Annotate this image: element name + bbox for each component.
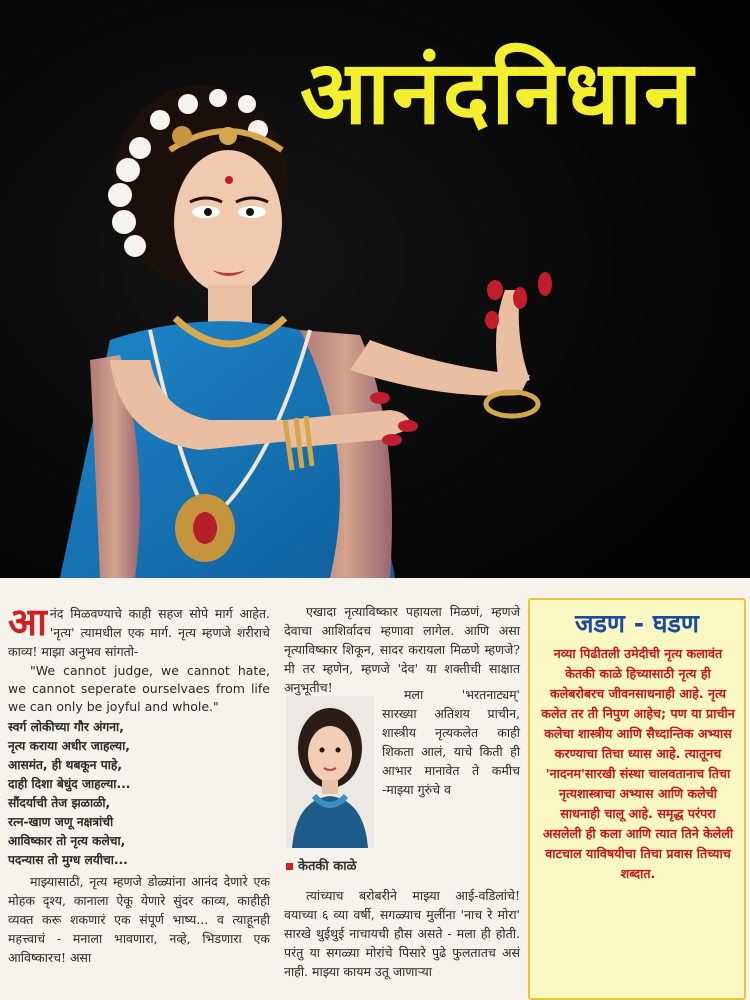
poem-line: रत्न-खाण जणू नक्षत्रांची xyxy=(8,815,114,829)
article-column-2-bottom xyxy=(284,886,520,981)
poem-line: नृत्य कराया अधीर जाहल्या, xyxy=(8,739,130,753)
poem-line: दाही दिशा बेधुंद जाहल्या... xyxy=(8,777,131,791)
article-column-1 xyxy=(8,600,270,967)
sidebar-title: जडण - घडण xyxy=(574,609,699,638)
portrait-photo xyxy=(286,696,374,848)
paragraph: मला 'भरतनाट्यम्' सारख्या अतिशय प्राचीन, शास्त्रीय नृत्यकलेत काही शिकता आलं, याचे किती ही आभार मानावेत ते कमीच -माझ्या गुरुंचे व xyxy=(382,687,520,797)
sidebar-box xyxy=(528,598,746,1000)
poem-line: आविष्कार तो नृत्य कलेचा, xyxy=(8,834,126,848)
portrait-illustration xyxy=(286,696,374,848)
intro-text: नंद मिळवण्याचे काही सहज सोपे मार्ग आहेत. 'नृत्य' त्यामधील एक मार्ग. नृत्य म्हणजे शरीराचे काव्य! माझा अनुभव सांगतो- xyxy=(8,606,270,659)
english-quote: "We cannot judge, we cannot hate, we cannot seperate ourselvaes from life we can only be joyful and whole." xyxy=(8,663,270,714)
caption-text: केतकी काळे xyxy=(298,859,357,874)
poem-line: सौंदर्याची तेज झळाळी, xyxy=(8,796,111,810)
paragraph: माझ्यासाठी, नृत्य म्हणजे डोळ्यांना आनंद देणारे एक मोहक दृश्य, कानाला ऐकू येणारे सुंदर काव्य, काहीही व्यक्त करू शकणारं एक संपूर्ण भाष्य... व त्याहूनही महत्त्वाचं - मनाला भावणारा, नव्हे, भिडणारा एक आविष्कारच! असा xyxy=(8,874,270,965)
paragraph: एखादा नृत्याविष्कार पहायला मिळणं, म्हणजे देवाचा आशिर्वादच म्हणावा लागेल. आणि असा नृत्याविष्कार शिकून, सादर करायला मिळणे म्हणजे? मी तर म्हणेन, म्हणजे 'देव' या शक्तीची साक्षात अनुभूतीच! xyxy=(284,604,520,695)
sidebar-text: नव्या पिढीतली उमेदीची नृत्य कलावंत केतकी काळे हिच्यासाठी नृत्य ही कलेबरोबरच जीवनसाधनाही आहे. नृत्य कलेत तर ती निपुण आहेच; पण या प्राचीन कलेचा शास्त्रीय आणि सैध्दान्तिक अभ्यास करण्याचा तिचा ध्यास आहे. त्यातूनच 'नादनम'सारखी संस्था चालवतानाच तिचा नृत्यशास्त्राचा अभ्यास आणि कलेची साधनाही चालू आहे. समृद्ध परंपरा असलेली ही कला आणि त्यात तिने केलेली वाटचाल याविषयीचा तिचा प्रवास तिच्याच शब्दात. xyxy=(541,646,735,881)
bullet-square-icon xyxy=(286,863,293,870)
poem-line: आसमंत, ही थबकून पाहे, xyxy=(8,758,122,772)
poem-line: स्वर्ग लोकीच्या गौर अंगना, xyxy=(8,720,124,734)
paragraph: त्यांच्याच बरोबरीने माझ्या आई-वडिलांचे! वयाच्या ६ व्या वर्षी, सगळ्याच मुलींना 'नाच रे मोरा' सारखे थुईथुई नाचायची हौस असते - मला ही होती. परंतु या सगळ्या मोरांचे पिसारे पुढे फुलतातच असं नाही. माझ्या कायम उतू जाणाऱ्या xyxy=(284,888,520,979)
poem xyxy=(8,718,270,870)
article-column-2-narrow xyxy=(382,685,520,799)
article-column-2-top xyxy=(284,602,520,697)
intro-paragraph xyxy=(8,600,270,661)
page-title: आनंदनिधान xyxy=(300,41,695,144)
portrait-caption xyxy=(286,856,496,874)
dropcap: आ xyxy=(8,600,47,644)
poem-line: पदन्यास तो मुग्ध लयीचा... xyxy=(8,853,128,867)
